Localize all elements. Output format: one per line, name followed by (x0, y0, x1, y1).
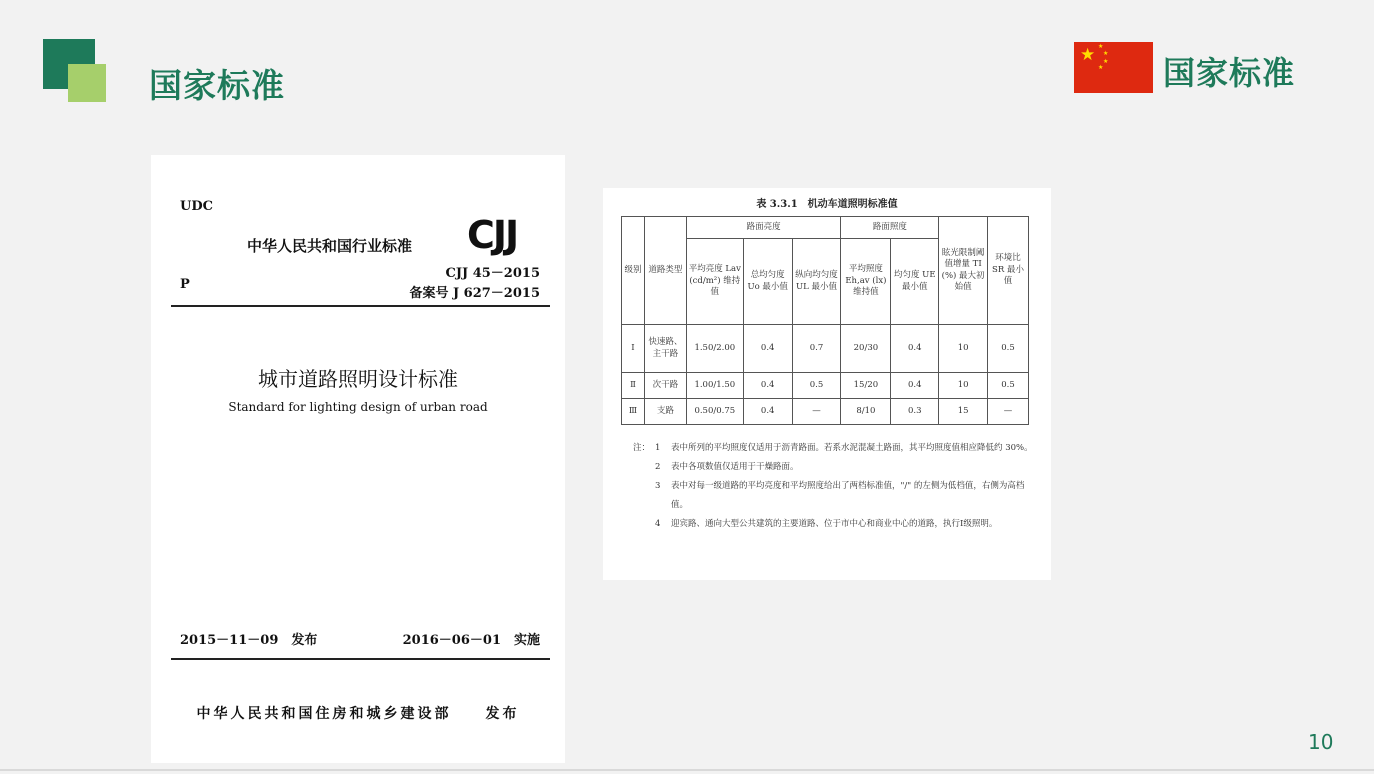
row-ue: 0.3 (891, 399, 939, 425)
row-sr: 0.5 (988, 373, 1029, 399)
note-text: 表中对每一级道路的平均亮度和平均照度给出了两档标准值，"/" 的左侧为低档值，右侧为高档值。 (671, 481, 1025, 510)
header-lav: 平均亮度 Lav (cd/m²) 维持值 (686, 239, 743, 325)
bottom-divider (0, 769, 1374, 771)
row-level: Ⅲ (622, 399, 645, 425)
row-eh: 20/30 (841, 325, 891, 373)
header-sr: 环境比 SR 最小值 (988, 217, 1029, 325)
header-road-type: 道路类型 (644, 217, 686, 325)
row-ue: 0.4 (891, 325, 939, 373)
row-road-type: 次干路 (644, 373, 686, 399)
header-uo: 总均匀度 Uo 最小值 (743, 239, 792, 325)
cover-udc: UDC (180, 199, 213, 214)
note-item (633, 439, 1033, 458)
note-text: 表中所列的平均照度仅适用于沥青路面。若系水泥混凝土路面，其平均照度值相应降低约 30%。 (671, 443, 1033, 453)
row-ue: 0.4 (891, 373, 939, 399)
cover-title-en: Standard for lighting design of urban road (228, 400, 488, 414)
standard-cover-document (151, 155, 565, 763)
cover-divider-top (171, 305, 550, 307)
table-row (622, 399, 1029, 425)
right-title: 国家标准 (1163, 54, 1296, 92)
row-road-type: 快速路、主干路 (644, 325, 686, 373)
table-notes (633, 439, 1033, 534)
row-road-type: 支路 (644, 399, 686, 425)
row-ul: — (792, 399, 841, 425)
header-ti: 眩光限制阈值增量 TI (%) 最大初始值 (939, 217, 988, 325)
table-caption: 表 3.3.1 机动车道照明标准值 (756, 199, 898, 210)
row-lav: 0.50/0.75 (686, 399, 743, 425)
cover-divider-bottom (171, 658, 550, 660)
cover-implementation-date: 2016－06－01 实施 (402, 633, 540, 648)
note-number: 1 (655, 443, 661, 453)
cover-title-cn: 城市道路照明设计标准 (258, 367, 458, 391)
cover-standard-code: CJJ 45－2015 (445, 266, 540, 281)
notes-label: 注： (633, 443, 651, 453)
table-row (622, 325, 1029, 373)
note-item (633, 515, 1033, 534)
page-number: 10 (1308, 730, 1334, 754)
header-level: 级别 (622, 217, 645, 325)
row-eh: 8/10 (841, 399, 891, 425)
cover-industry: 中华人民共和国行业标准 (247, 237, 413, 255)
row-uo: 0.4 (743, 325, 792, 373)
row-uo: 0.4 (743, 373, 792, 399)
row-lav: 1.00/1.50 (686, 373, 743, 399)
row-level: Ⅱ (622, 373, 645, 399)
row-ti: 10 (939, 325, 988, 373)
row-eh: 15/20 (841, 373, 891, 399)
note-text: 迎宾路、通向大型公共建筑的主要道路、位于市中心和商业中心的道路，执行Ⅰ级照明。 (671, 519, 998, 529)
cover-publisher: 中华人民共和国住房和城乡建设部 发布 (196, 706, 520, 722)
note-number: 2 (655, 462, 661, 472)
note-item (633, 477, 1033, 515)
row-uo: 0.4 (743, 399, 792, 425)
cover-p-label: P (180, 277, 190, 292)
china-flag-icon: ★ ★ ★ ★ ★ (1074, 42, 1153, 93)
note-number: 3 (655, 481, 661, 491)
cjj-logo: CJJ (467, 213, 518, 257)
row-ti: 15 (939, 399, 988, 425)
lighting-standard-table (621, 216, 1029, 425)
row-lav: 1.50/2.00 (686, 325, 743, 373)
cover-record-number: 备案号 J 627－2015 (409, 286, 540, 301)
header-group-illuminance: 路面照度 (841, 217, 939, 239)
lighting-standard-table-document (603, 188, 1051, 580)
cover-issue-date: 2015－11－09 发布 (180, 633, 318, 648)
header-group-luminance: 路面亮度 (686, 217, 841, 239)
row-sr: 0.5 (988, 325, 1029, 373)
row-level: Ⅰ (622, 325, 645, 373)
note-text: 表中各项数值仅适用于干燥路面。 (671, 462, 799, 472)
row-sr: — (988, 399, 1029, 425)
page-title: 国家标准 (149, 66, 285, 105)
logo-light-square (68, 64, 106, 102)
header-eh: 平均照度 Eh,av (lx) 维持值 (841, 239, 891, 325)
row-ul: 0.7 (792, 325, 841, 373)
header-ue: 均匀度 UE 最小值 (891, 239, 939, 325)
row-ul: 0.5 (792, 373, 841, 399)
table-row (622, 373, 1029, 399)
header-ul: 纵向均匀度 UL 最小值 (792, 239, 841, 325)
row-ti: 10 (939, 373, 988, 399)
note-item (633, 458, 1033, 477)
note-number: 4 (655, 519, 661, 529)
